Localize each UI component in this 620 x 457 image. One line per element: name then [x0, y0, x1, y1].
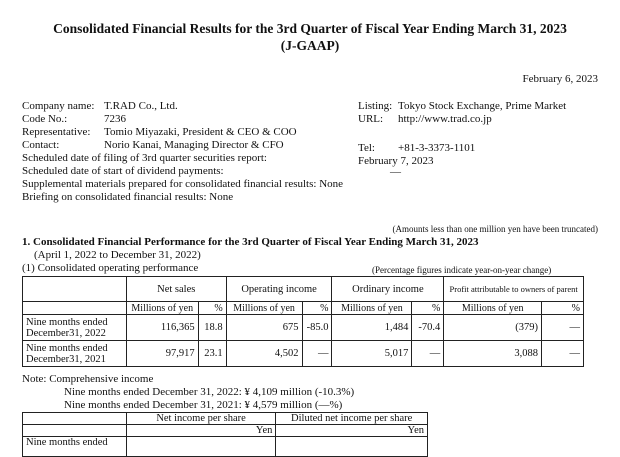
header-diluted-net-income-per-share: Diluted net income per share — [276, 413, 428, 425]
filing-date-value: February 7, 2023 — [358, 155, 434, 167]
contact-label: Contact: — [22, 139, 60, 151]
listing-label: Listing: — [358, 100, 393, 112]
unit-cell: Millions of yen — [332, 302, 412, 315]
header-net-sales: Net sales — [126, 277, 226, 302]
operating-income-pct: -85.0 — [302, 315, 332, 341]
unit-cell: Millions of yen — [126, 302, 198, 315]
section1-title: 1. Consolidated Financial Performance for the 3rd Quarter of Fiscal Year Ending March 31, 2023 — [22, 236, 479, 248]
document-subtitle: (J-GAAP) — [280, 38, 340, 53]
profit-owners-pct: ― — [542, 341, 584, 367]
unit-yen: Yen — [126, 425, 276, 437]
company-name-value: T.RAD Co., Ltd. — [104, 100, 178, 112]
filing-date-label: Scheduled date of filing of 3rd quarter securities report: — [22, 152, 267, 164]
operating-income-pct: ― — [302, 341, 332, 367]
row-label-line2: December31, 2021 — [26, 353, 106, 365]
contact-value: Norio Kanai, Managing Director & CFO — [104, 139, 284, 151]
pct-cell: % — [412, 302, 444, 315]
url-label: URL: — [358, 113, 384, 125]
header-operating-income: Operating income — [226, 277, 332, 302]
pct-cell: % — [302, 302, 332, 315]
percentage-note: (Percentage figures indicate year-on-year change) — [372, 265, 552, 275]
profit-owners-pct: ― — [542, 315, 584, 341]
listing-value: Tokyo Stock Exchange, Prime Market — [398, 100, 567, 112]
net-sales-value: 97,917 — [126, 341, 198, 367]
pct-cell: % — [542, 302, 584, 315]
ordinary-income-value: 1,484 — [332, 315, 412, 341]
row-label — [23, 315, 127, 341]
row-label-line1: Nine months ended — [26, 342, 108, 354]
ordinary-income-pct: -70.4 — [412, 315, 444, 341]
representative-label: Representative: — [22, 126, 91, 138]
code-value: 7236 — [104, 113, 126, 125]
net-sales-value: 116,365 — [126, 315, 198, 341]
table-row — [23, 315, 584, 341]
unit-cell: Millions of yen — [444, 302, 542, 315]
url-link[interactable]: http://www.trad.co.jp — [398, 113, 492, 125]
header-net-income-per-share: Net income per share — [126, 413, 276, 425]
report-date: February 6, 2023 — [522, 73, 598, 85]
tel-label: Tel: — [358, 142, 375, 154]
profit-owners-value: 3,088 — [444, 341, 542, 367]
row-label-line1: Nine months ended — [26, 316, 108, 328]
code-label: Code No.: — [22, 113, 68, 125]
comprehensive-income-note: Note: Comprehensive income — [22, 373, 154, 385]
operating-performance-table — [22, 276, 584, 367]
per-share-table — [22, 412, 428, 457]
dividend-date-label: Scheduled date of start of dividend payments: — [22, 165, 224, 177]
ordinary-income-value: 5,017 — [332, 341, 412, 367]
comprehensive-income-2021: Nine months ended December 31, 2021: ¥ 4,579 million (―%) — [64, 399, 343, 411]
table-row — [23, 437, 428, 457]
pct-cell: % — [198, 302, 226, 315]
representative-value: Tomio Miyazaki, President & CEO & COO — [104, 126, 297, 138]
company-name-label: Company name: — [22, 100, 95, 112]
profit-owners-value: (379) — [444, 315, 542, 341]
net-sales-pct: 18.8 — [198, 315, 226, 341]
dividend-date-value: ― — [390, 166, 401, 178]
row-label: Nine months ended — [23, 437, 127, 457]
amounts-note: (Amounts less than one million yen have been truncated) — [392, 224, 598, 234]
row-label — [23, 341, 127, 367]
tel-value: +81-3-3373-1101 — [398, 142, 476, 154]
table-row — [23, 341, 584, 367]
header-blank — [23, 277, 127, 302]
unit-cell: Millions of yen — [226, 302, 302, 315]
ordinary-income-pct: ― — [412, 341, 444, 367]
briefing: Briefing on consolidated financial results: None — [22, 191, 234, 203]
row-label-line2: December31, 2022 — [26, 327, 106, 339]
section1-period: (April 1, 2022 to December 31, 2022) — [34, 249, 201, 261]
operating-income-value: 4,502 — [226, 341, 302, 367]
unit-yen: Yen — [276, 425, 428, 437]
header-profit-owners: Profit attributable to owners of parent — [444, 277, 584, 302]
subsection1-title: (1) Consolidated operating performance — [22, 262, 199, 274]
operating-income-value: 675 — [226, 315, 302, 341]
supplemental-materials: Supplemental materials prepared for consolidated financial results: None — [22, 178, 344, 190]
comprehensive-income-2022: Nine months ended December 31, 2022: ¥ 4,109 million (-10.3%) — [64, 386, 355, 398]
header-ordinary-income: Ordinary income — [332, 277, 444, 302]
document-title: Consolidated Financial Results for the 3rd Quarter of Fiscal Year Ending March 31, 2023 — [53, 21, 567, 36]
net-sales-pct: 23.1 — [198, 341, 226, 367]
